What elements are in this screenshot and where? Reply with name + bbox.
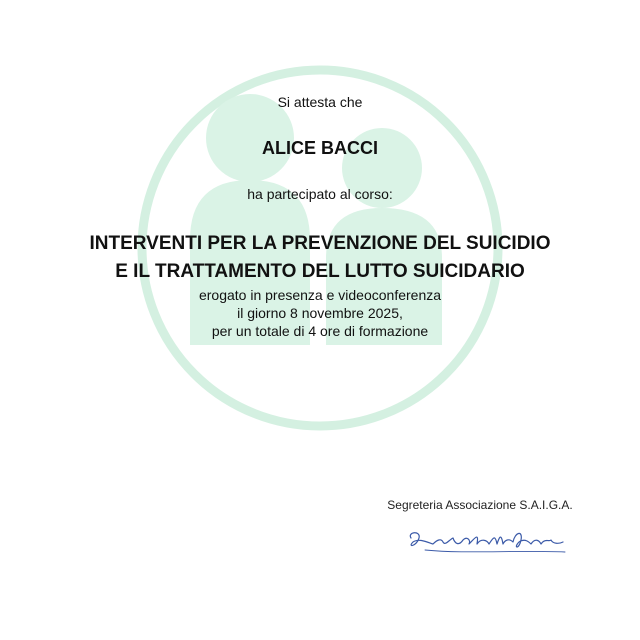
handwritten-signature	[405, 528, 570, 560]
recipient-name: ALICE BACCI	[262, 138, 378, 158]
delivery-mode: erogato in presenza e videoconferenza	[198, 287, 442, 303]
course-title	[0, 230, 640, 286]
certificate-intro: Si attesta che	[277, 94, 363, 110]
course-date: il giorno 8 novembre 2025,	[237, 305, 403, 321]
course-hours: per un totale di 4 ore di formazione	[211, 323, 429, 339]
attended-label: ha partecipato al corso:	[247, 186, 393, 202]
course-title-line-1: INTERVENTI PER LA PREVENZIONE DEL SUICIDIO	[89, 233, 551, 254]
course-title-line-2: E IL TRATTAMENTO DEL LUTTO SUICIDARIO	[115, 261, 525, 282]
course-details	[0, 286, 640, 340]
secretariat-label: Segreteria Associazione S.A.I.G.A.	[387, 498, 573, 512]
